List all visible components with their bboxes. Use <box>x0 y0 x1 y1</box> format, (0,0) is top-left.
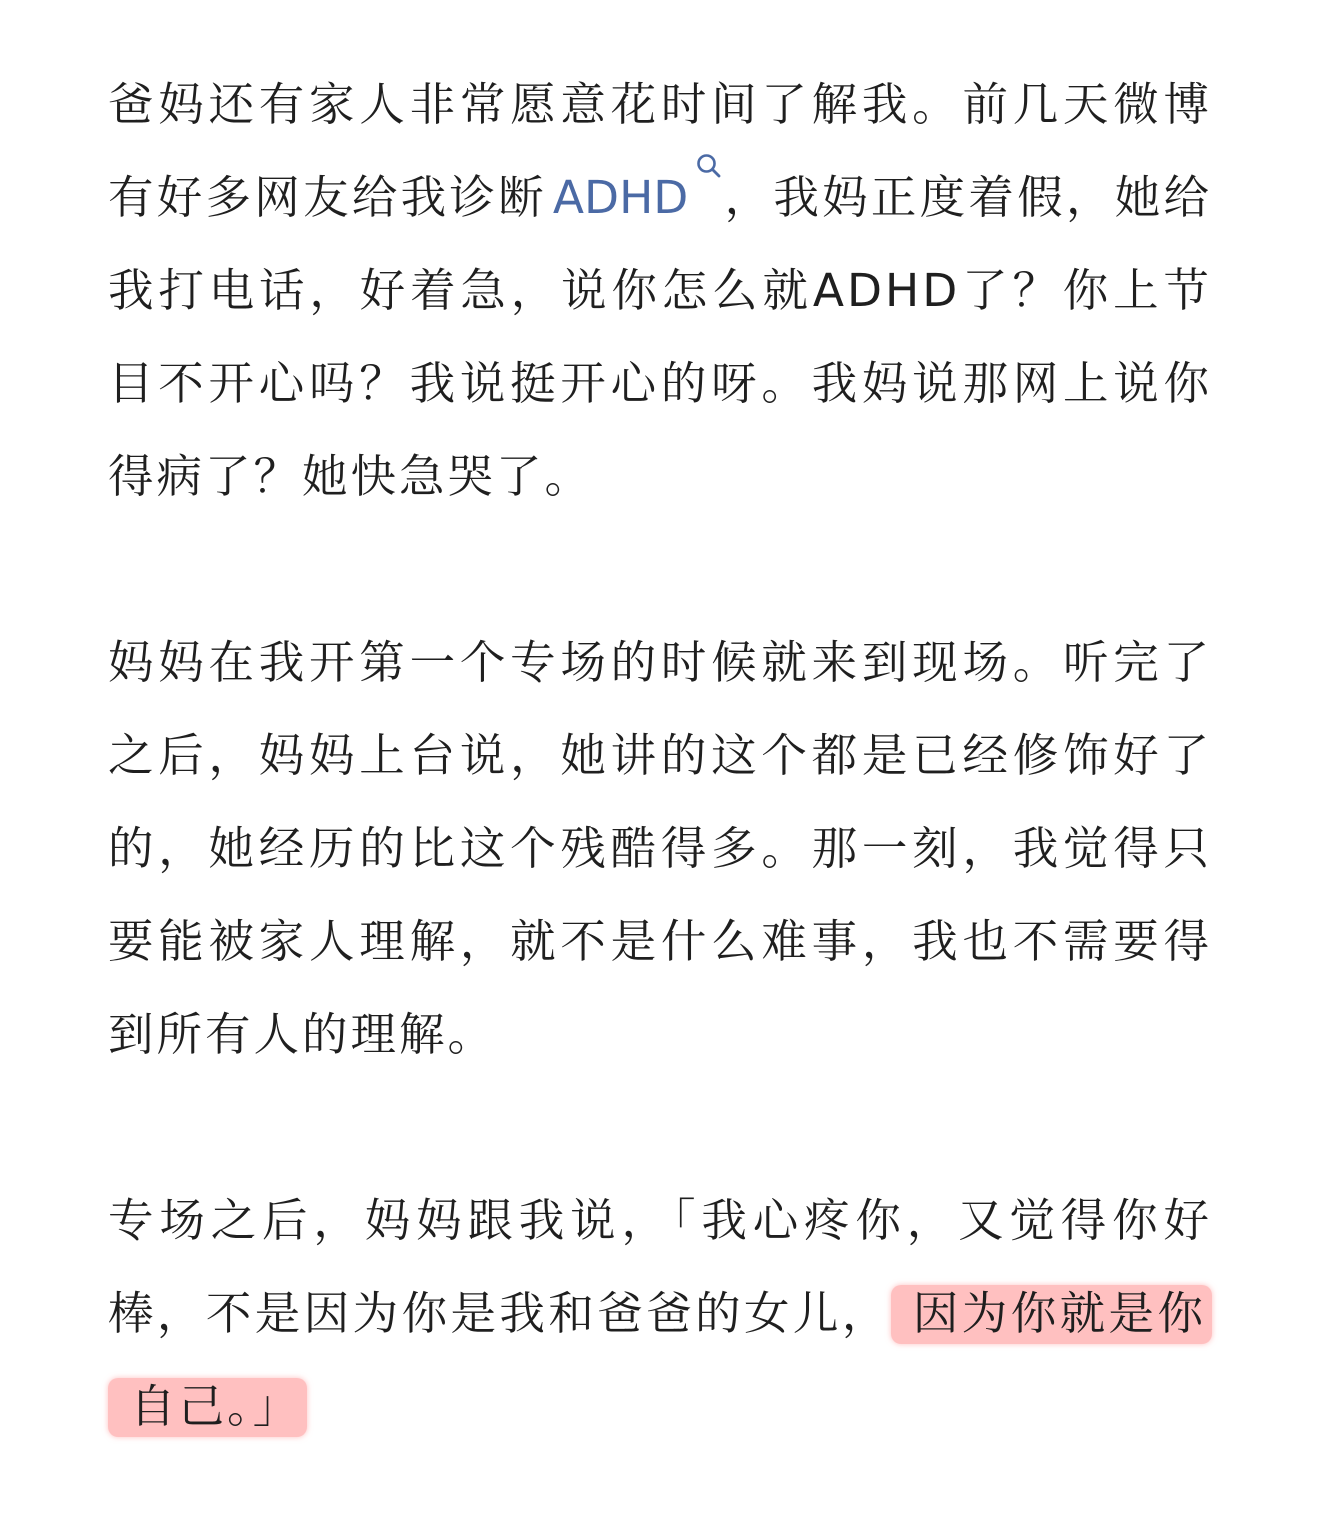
paragraph-3 <box>108 1174 1212 1453</box>
paragraph-2: 妈妈在我开第一个专场的时候就来到现场。听完了之后，妈妈上台说，她讲的这个都是已经修饰好了的，她经历的比这个残酷得多。那一刻，我觉得只要能被家人理解，就不是什么难事，我也不需要得到所有人的理解。 <box>108 636 1212 1061</box>
adhd-search-link[interactable]: ADHD <box>552 171 689 224</box>
highlighted-quote: 因为你就是你自己。」 <box>108 1285 1212 1437</box>
paragraph-1 <box>108 58 1212 523</box>
paragraph-1-text-after-link: ，我妈正度着假，她给我打电话，好着急，说你怎么就ADHD了？你上节目不开心吗？我说挺开心的呀。我妈说那网上说你得病了？她快急哭了。 <box>108 171 1212 503</box>
article-body <box>108 58 1212 1453</box>
search-icon[interactable] <box>696 153 722 179</box>
paragraph-1-text-before-link: 爸妈还有家人非常愿意花时间了解我。前几天微博有好多网友给我诊断 <box>108 78 1212 224</box>
paragraph-3-text: 专场之后，妈妈跟我说，「我心疼你，又觉得你好棒，不是因为你是我和爸爸的女儿， <box>108 1194 1212 1340</box>
